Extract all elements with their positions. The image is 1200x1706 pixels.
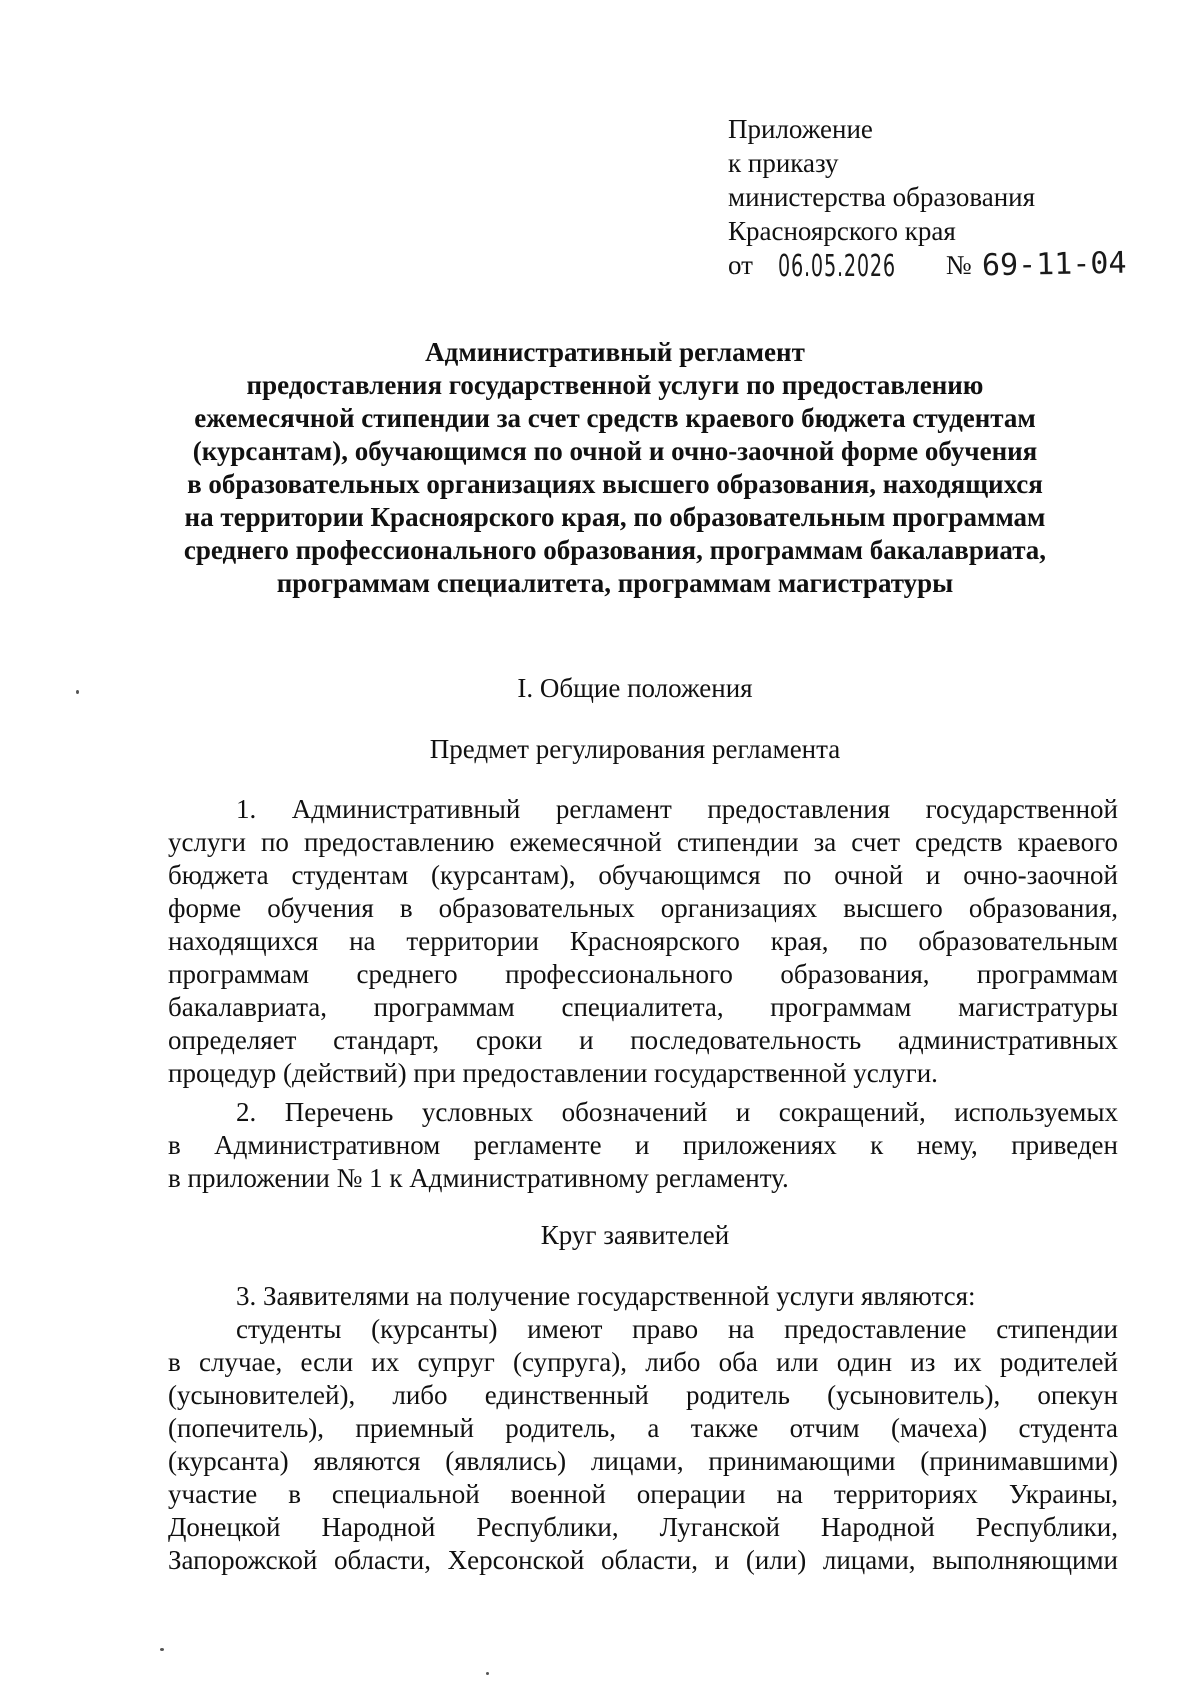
paragraph-line: в приложении № 1 к Административному регламенту.	[168, 1163, 789, 1193]
appendix-date-line	[728, 245, 1128, 284]
paragraph-line: бакалавриата, программам специалитета, программам магистратуры	[168, 992, 1118, 1022]
title-line: Административный регламент	[425, 337, 805, 367]
scan-speck	[486, 1672, 489, 1675]
paragraph-line: программам среднего профессионального образования, программам	[168, 959, 1118, 989]
paragraph-line: находящихся на территории Красноярского края, по образовательным	[168, 926, 1118, 956]
from-label: от	[728, 250, 753, 280]
paragraph-line: (курсанта) являются (являлись) лицами, принимающими (принимавшими)	[168, 1446, 1118, 1476]
paragraph-line: Донецкой Народной Республики, Луганской Народной Республики,	[168, 1512, 1118, 1542]
paragraph-line: в случае, если их супруг (супруга), либо оба или один из их родителей	[168, 1347, 1118, 1377]
scan-speck	[76, 690, 79, 694]
paragraph-2	[168, 1096, 1118, 1195]
title-line: в образовательных организациях высшего образования, находящихся	[187, 469, 1043, 499]
appendix-line-4: Красноярского края	[728, 216, 956, 246]
paragraph-line: (усыновителей), либо единственный родитель (усыновитель), опекун	[168, 1380, 1118, 1410]
appendix-line-3: министерства образования	[728, 182, 1036, 212]
paragraph-line: определяет стандарт, сроки и последовательность административных	[168, 1025, 1118, 1055]
paragraph-3	[168, 1280, 1118, 1577]
subsection-heading: Круг заявителей	[540, 1220, 730, 1250]
order-date: 06.05.2026	[777, 248, 896, 284]
paragraph-1	[168, 793, 1118, 1090]
paragraph-line: процедур (действий) при предоставлении государственной услуги.	[168, 1058, 938, 1088]
title-line: среднего профессионального образования, программам бакалавриата,	[183, 535, 1047, 565]
appendix-block	[728, 112, 1127, 283]
title-line: на территории Красноярского края, по образовательным программам	[184, 502, 1046, 532]
scan-speck	[160, 1648, 164, 1651]
title-line: (курсантам), обучающимся по очной и очно-заочной форме обучения	[192, 436, 1038, 466]
subsection-heading: Предмет регулирования регламента	[429, 734, 841, 764]
order-number: 69-11-04	[982, 245, 1128, 284]
appendix-line-1: Приложение	[728, 114, 873, 144]
paragraph-line: (попечитель), приемный родитель, а также отчим (мачеха) студента	[168, 1413, 1118, 1443]
title-line: предоставления государственной услуги по предоставлению	[246, 370, 984, 400]
paragraph-line: 3. Заявителями на получение государственной услуги являются:	[236, 1281, 976, 1311]
paragraph-line: участие в специальной военной операции на территориях Украины,	[168, 1479, 1118, 1509]
section-heading: I. Общие положения	[517, 673, 753, 703]
title-line: ежемесячной стипендии за счет средств краевого бюджета студентам	[194, 403, 1036, 433]
paragraph-line: бюджета студентам (курсантам), обучающимся по очной и очно-заочной	[168, 860, 1118, 890]
number-sign: №	[945, 250, 972, 280]
appendix-line-2: к приказу	[728, 148, 839, 178]
paragraph-line: 2. Перечень условных обозначений и сокращений, используемых	[236, 1097, 1118, 1127]
paragraph-line: студенты (курсанты) имеют право на предоставление стипендии	[236, 1314, 1118, 1344]
paragraph-line: в Административном регламенте и приложениях к нему, приведен	[168, 1130, 1118, 1160]
paragraph-line: Запорожской области, Херсонской области, и (или) лицами, выполняющими	[168, 1545, 1118, 1575]
paragraph-line: форме обучения в образовательных организациях высшего образования,	[168, 893, 1118, 923]
paragraph-line: услуги по предоставлению ежемесячной стипендии за счет средств краевого	[168, 827, 1118, 857]
document-title	[150, 336, 1080, 600]
title-line: программам специалитета, программам магистратуры	[276, 568, 954, 598]
paragraph-line: 1. Административный регламент предоставления государственной	[236, 794, 1118, 824]
